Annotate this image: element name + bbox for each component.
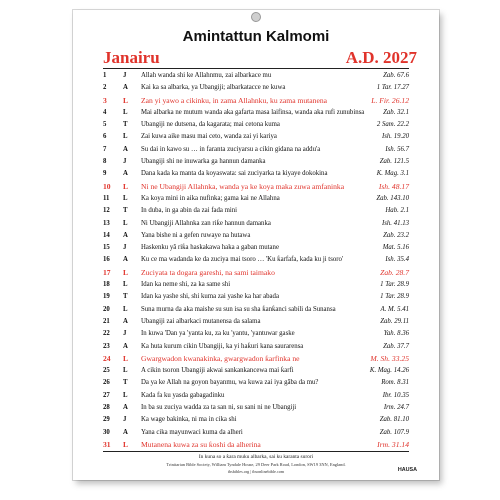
verse-text: In kuwa 'Dan ya 'yanta ku, za ku 'yantu, 'yantuwar gaske [141, 330, 295, 338]
day-number: 7 [103, 145, 107, 153]
verse-text: Suna murna da aka maishe su sun isa su sha ƙanƙanci sabili da Sunansa [141, 305, 336, 313]
verse-text: Ubangiji ne dutsena, da kagarata; mai cetona kuma [141, 121, 280, 129]
weekday-letter: L [123, 108, 128, 116]
verse-text: Idan ka neme shi, za ka same shi [141, 281, 231, 289]
day-number: 2 [103, 84, 107, 92]
day-number: 1 [103, 72, 107, 79]
verse-row [103, 82, 409, 94]
scripture-reference: Zab. 107.9 [379, 428, 409, 436]
verse-row [103, 242, 409, 254]
verse-text: Zuciyata ta dogara gareshi, na sami taimako [141, 267, 275, 277]
weekday-letter: T [123, 293, 128, 301]
scripture-reference: Hab. 2.1 [385, 207, 409, 215]
weekday-letter: J [123, 330, 127, 338]
day-number: 9 [103, 170, 107, 178]
verse-row [103, 377, 409, 389]
scripture-reference: Zab. 67.6 [383, 72, 409, 79]
verse-row [103, 205, 409, 217]
publisher-websites: tbsbibles.org | tbsonlinebible.com [227, 469, 285, 474]
verse-row [103, 156, 409, 168]
scripture-reference: 1 Tar. 28.9 [380, 293, 409, 301]
day-number: 20 [103, 305, 110, 313]
day-number: 27 [103, 391, 110, 399]
day-number: 14 [103, 231, 110, 239]
verse-text: Su dai in kawo su … in faranta zuciyarsu a cikin gidana na addu'a [141, 145, 321, 153]
verse-row [103, 439, 409, 451]
day-number: 19 [103, 293, 110, 301]
scripture-reference: Rom. 8.31 [381, 379, 409, 387]
scripture-reference: L. Fir. 26.12 [371, 95, 409, 105]
verse-text: Ni ne Ubangiji Allahnka, wanda ya ke koya maka zuwa amfaninka [141, 181, 345, 191]
verse-text: Yana cika mayunwaci kuma da alheri [141, 428, 243, 436]
scripture-reference: K. Mag. 3.1 [376, 170, 409, 178]
verse-row [103, 218, 409, 230]
weekday-letter: L [123, 219, 128, 227]
day-number: 6 [103, 133, 107, 141]
calendar-page [73, 10, 439, 480]
verse-row [103, 168, 409, 180]
day-number: 28 [103, 404, 110, 412]
scripture-reference: Irm. 31.14 [377, 439, 409, 449]
scripture-reference: Ish. 19.20 [382, 133, 409, 141]
weekday-letter: L [123, 281, 128, 289]
verse-row [103, 414, 409, 426]
day-number: 29 [103, 416, 110, 424]
weekday-letter: A [123, 342, 128, 350]
scripture-reference: Mat. 5.16 [382, 244, 409, 252]
weekday-letter: L [123, 439, 129, 449]
weekday-letter: L [123, 181, 129, 191]
day-number: 21 [103, 317, 110, 325]
scripture-reference: Ish. 56.7 [385, 145, 409, 153]
publisher-address: Trinitarian Bible Society, William Tyndale House, 29 Deer Park Road, London, SW19 3NN, England. [166, 462, 346, 467]
verse-row [103, 70, 409, 82]
verse-text: Ka huta kurum cikin Ubangiji, ka yi haƙuri kana saurarensa [141, 342, 304, 350]
weekday-letter: J [123, 416, 127, 424]
verse-text: Ka wage bakinka, ni ma in cika shi [141, 416, 237, 424]
verse-text: Gwargwadon kwanakinka, gwargwadon ƙarfinka ne [141, 353, 300, 363]
verse-row [103, 328, 409, 340]
weekday-letter: T [123, 121, 128, 129]
day-number: 18 [103, 281, 110, 289]
verse-row [103, 279, 409, 291]
weekday-letter: A [123, 84, 128, 92]
verse-text: Mutanena kuwa za su ƙoshi da alherina [141, 439, 261, 449]
scripture-reference: Zab. 143.10 [376, 194, 409, 202]
day-number: 13 [103, 219, 110, 227]
scripture-reference: K. Mag. 14.26 [369, 367, 409, 375]
verse-row [103, 291, 409, 303]
hanging-hole [251, 12, 261, 22]
scripture-reference: Zab. 32.1 [383, 108, 409, 116]
weekday-letter: A [123, 145, 128, 153]
day-number: 23 [103, 342, 110, 350]
scripture-reference: Zab. 23.2 [383, 231, 409, 239]
verse-list [103, 70, 409, 451]
verse-text: Dana kada ka manta da koyaswata: sai zuciyarka ta kiyaye dokokina [141, 170, 328, 178]
day-number: 10 [103, 181, 111, 191]
verse-row [103, 402, 409, 414]
day-number: 16 [103, 256, 110, 264]
weekday-letter: T [123, 379, 128, 387]
verse-row [103, 390, 409, 402]
weekday-letter: L [123, 133, 128, 141]
scripture-reference: Zab. 121.5 [379, 158, 409, 166]
day-number: 25 [103, 367, 110, 375]
verse-text: A cikin tsoron Ubangiji akwai sankankancewa mai ƙarfi [141, 367, 294, 375]
day-number: 11 [103, 194, 110, 202]
weekday-letter: L [123, 367, 128, 375]
weekday-letter: L [123, 391, 128, 399]
verse-text: Ka koya mini in aika nufinka; gama kai ne Allahna [141, 194, 280, 202]
verse-row [103, 341, 409, 353]
verse-text: Zai kuwa aike masu mai ceto, wanda zai yi kariya [141, 133, 277, 141]
verse-row [103, 267, 409, 279]
verse-row [103, 353, 409, 365]
weekday-letter: L [123, 305, 128, 313]
day-number: 26 [103, 379, 110, 387]
verse-row [103, 427, 409, 439]
verse-text: Idan ka yashe shi, shi kuma zai yashe ka har abada [141, 293, 279, 301]
weekday-letter: L [123, 353, 129, 363]
calendar-title: Amintattun Kalmomi [182, 28, 330, 45]
verse-row [103, 254, 409, 266]
verse-row [103, 181, 409, 193]
verse-row [103, 107, 409, 119]
scripture-reference: A. M. 5.41 [380, 305, 409, 313]
verse-row [103, 95, 409, 107]
verse-text: Da ya ke Allah na goyon bayanmu, wa kuwa zai iya gāba da mu? [141, 379, 319, 387]
day-number: 17 [103, 267, 111, 277]
day-number: 5 [103, 121, 107, 129]
weekday-letter: A [123, 428, 128, 436]
day-number: 24 [103, 353, 111, 363]
day-number: 22 [103, 330, 110, 338]
day-number: 12 [103, 207, 110, 215]
weekday-letter: A [123, 231, 128, 239]
top-divider [103, 68, 409, 69]
weekday-letter: A [123, 317, 128, 325]
scripture-reference: Ish. 48.17 [378, 181, 409, 191]
verse-text: Allah wanda shi ke Allahnmu, zai albarkace mu [141, 72, 272, 79]
month-label: Janairu [103, 48, 160, 67]
day-number: 31 [103, 439, 111, 449]
footer-verse: In kuna so a ƙara muku albarka, sai ku karanta surori [198, 454, 314, 460]
day-number: 4 [103, 108, 107, 116]
verse-text: Ubangiji shi ne inuwarka ga hannun damanka [141, 158, 266, 166]
scripture-reference: M. Sh. 33.25 [370, 353, 409, 363]
scripture-reference: Yah. 8.36 [383, 330, 409, 338]
scripture-reference: 2 Sam. 22.2 [376, 121, 409, 129]
scripture-reference: Irm. 24.7 [383, 404, 409, 412]
weekday-letter: L [123, 267, 129, 277]
scripture-reference: Ish. 35.4 [385, 256, 409, 264]
verse-row [103, 193, 409, 205]
scripture-reference: Zab. 37.7 [383, 342, 409, 350]
day-number: 8 [103, 158, 107, 166]
day-number: 15 [103, 244, 110, 252]
verse-text: In ba su zuciya wadda za ta san ni, su sani ni ne Ubangiji [141, 404, 297, 412]
weekday-letter: J [123, 158, 127, 166]
weekday-letter: J [123, 244, 127, 252]
weekday-letter: J [123, 72, 127, 79]
verse-text: Ni Ubangiji Allahnka zan riƙe hannun damanka [141, 219, 271, 227]
scripture-reference: 1 Tar. 28.9 [380, 281, 409, 289]
verse-row [103, 144, 409, 156]
scripture-reference: Ibr. 10.35 [382, 391, 409, 399]
day-number: 3 [103, 95, 107, 105]
verse-row [103, 365, 409, 377]
weekday-letter: L [123, 95, 129, 105]
verse-row [103, 316, 409, 328]
bottom-divider [103, 451, 409, 452]
verse-row [103, 131, 409, 143]
weekday-letter: T [123, 207, 128, 215]
verse-text: Zan yi yawo a cikinku, in zama Allahnku, ku zama mutanena [141, 95, 327, 105]
verse-text: In duba, in ga abin da zai fada mini [141, 207, 238, 215]
language-label: HAUSA [397, 467, 417, 473]
verse-text: Ku ce ma wadanda ke da zuciya mai tsoro … 'Ku ƙarfafa, kada ku ji tsoro' [141, 256, 344, 264]
year-label: A.D. 2027 [345, 48, 417, 67]
day-number: 30 [103, 428, 110, 436]
weekday-letter: A [123, 256, 128, 264]
weekday-letter: A [123, 170, 128, 178]
scripture-reference: Zab. 28.7 [380, 267, 409, 277]
scripture-reference: Ish. 41.13 [382, 219, 409, 227]
verse-text: Mai albarka ne mutum wanda aka gafarta masa laifinsa, wanda aka rufi zunubinsa [141, 108, 365, 116]
verse-text: Haskenku yă riƙa haskakawa haka a gaban mutane [141, 244, 279, 252]
verse-text: Kada fa ku yasda gabagadinku [141, 391, 225, 399]
weekday-letter: L [123, 194, 128, 202]
scripture-reference: 1 Tar. 17.27 [376, 84, 409, 92]
weekday-letter: A [123, 404, 128, 412]
verse-text: Kai ka sa albarka, ya Ubangiji; albarkatacce ne kuwa [141, 84, 286, 92]
verse-row [103, 230, 409, 242]
scripture-reference: Zab. 81.10 [379, 416, 409, 424]
verse-text: Yana bishe ni a gefen ruwaye na hutawa [141, 231, 251, 239]
verse-row [103, 119, 409, 131]
verse-text: Ubangiji zai albarkaci mutanensa da salama [141, 317, 261, 325]
scripture-reference: Zab. 29.11 [380, 317, 409, 325]
verse-row [103, 304, 409, 316]
